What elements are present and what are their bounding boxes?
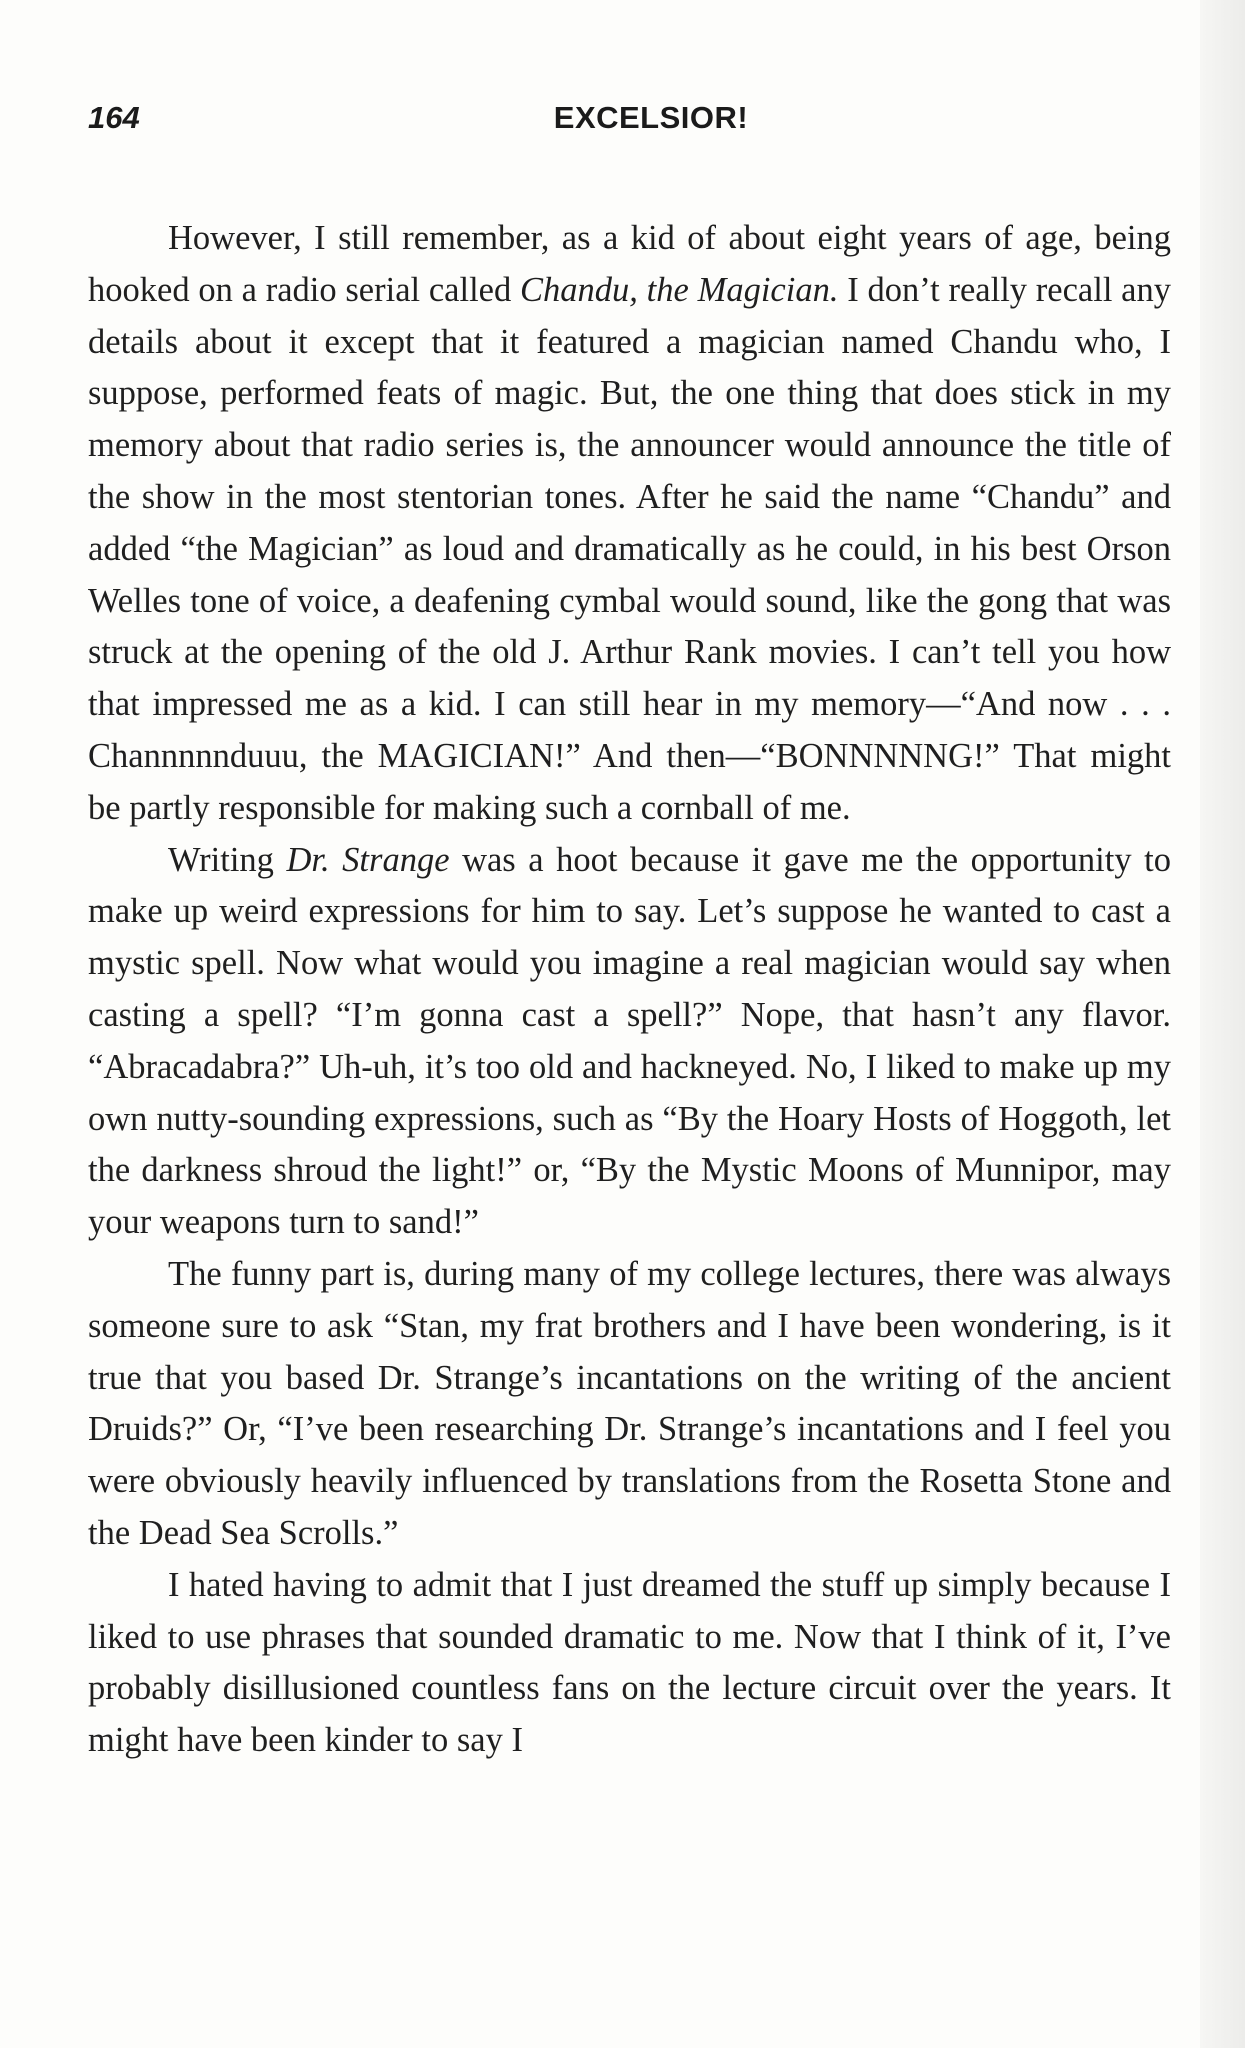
italic-title-dr-strange: Dr. Strange: [286, 840, 450, 879]
paragraph-text: Writing: [168, 840, 287, 879]
paragraph-college-lectures: [88, 1249, 1171, 1560]
paragraph-text: However, I still remember, as a kid of about eight years of age, being hooked on a radio serial called: [88, 219, 1171, 309]
running-head: [88, 100, 1170, 140]
paragraph-text: was a hoot because it gave me the opportunity to make up weird expressions for him to say. Let’s suppose he wanted to cast a mystic spell. Now what would you imagine a real magician would say when casting a spell? “I’m gonna cast a spell?” Nope, that hasn’t any flavor. “Abracadabra?” Uh-uh, it’s too old and hackneyed. No, I liked to make up my own nutty-sounding expressions, such as “By the Hoary Hosts of Hoggoth, let the darkness shroud the light!” or, “By the Mystic Moons of Munnipor, may your weapons turn to sand!”: [88, 840, 1171, 1242]
paragraph-text: I hated having to admit that I just dreamed the stuff up simply because I liked to use phrases that sounded dramatic to me. Now that I think of it, I’ve probably disillusioned countless fans on the lecture circuit over the years. It might have been kinder to say I: [88, 1565, 1171, 1760]
paragraph-confession: [88, 1560, 1171, 1767]
page-number: 164: [88, 100, 140, 135]
page-edge-shadow: [1200, 0, 1245, 2048]
paragraph-chandu: [88, 213, 1171, 835]
paragraph-dr-strange: [88, 835, 1171, 1249]
paragraph-text: The funny part is, during many of my college lectures, there was always someone sure to ask “Stan, my frat brothers and I have been wondering, is it true that you based Dr. Strange’s incantations on the writing of the ancient Druids?” Or, “I’ve been researching Dr. Strange’s incantations and I feel you were obviously heavily influenced by translations from the Rosetta Stone and the Dead Sea Scrolls.”: [88, 1254, 1171, 1552]
book-title: EXCELSIOR!: [553, 100, 749, 135]
italic-title-chandu: Chandu, the Magician.: [520, 270, 839, 309]
body-text: [88, 213, 1171, 1767]
paragraph-text: I don’t really recall any details about it except that it featured a magician named Chandu who, I suppose, performed feats of magic. But, the one thing that does stick in my memory about that radio series is, the announcer would announce the title of the show in the most stentorian tones. After he said the name “Chandu” and added “the Magician” as loud and dramatically as he could, in his best Orson Welles tone of voice, a deafening cymbal would sound, like the gong that was struck at the opening of the old J. Arthur Rank movies. I can’t tell you how that impressed me as a kid. I can still hear in my memory—“And now . . . Channnnnduuu, the MAGICIAN!” And then—“BONNNNNG!” That might be partly responsible for making such a cornball of me.: [88, 270, 1171, 827]
